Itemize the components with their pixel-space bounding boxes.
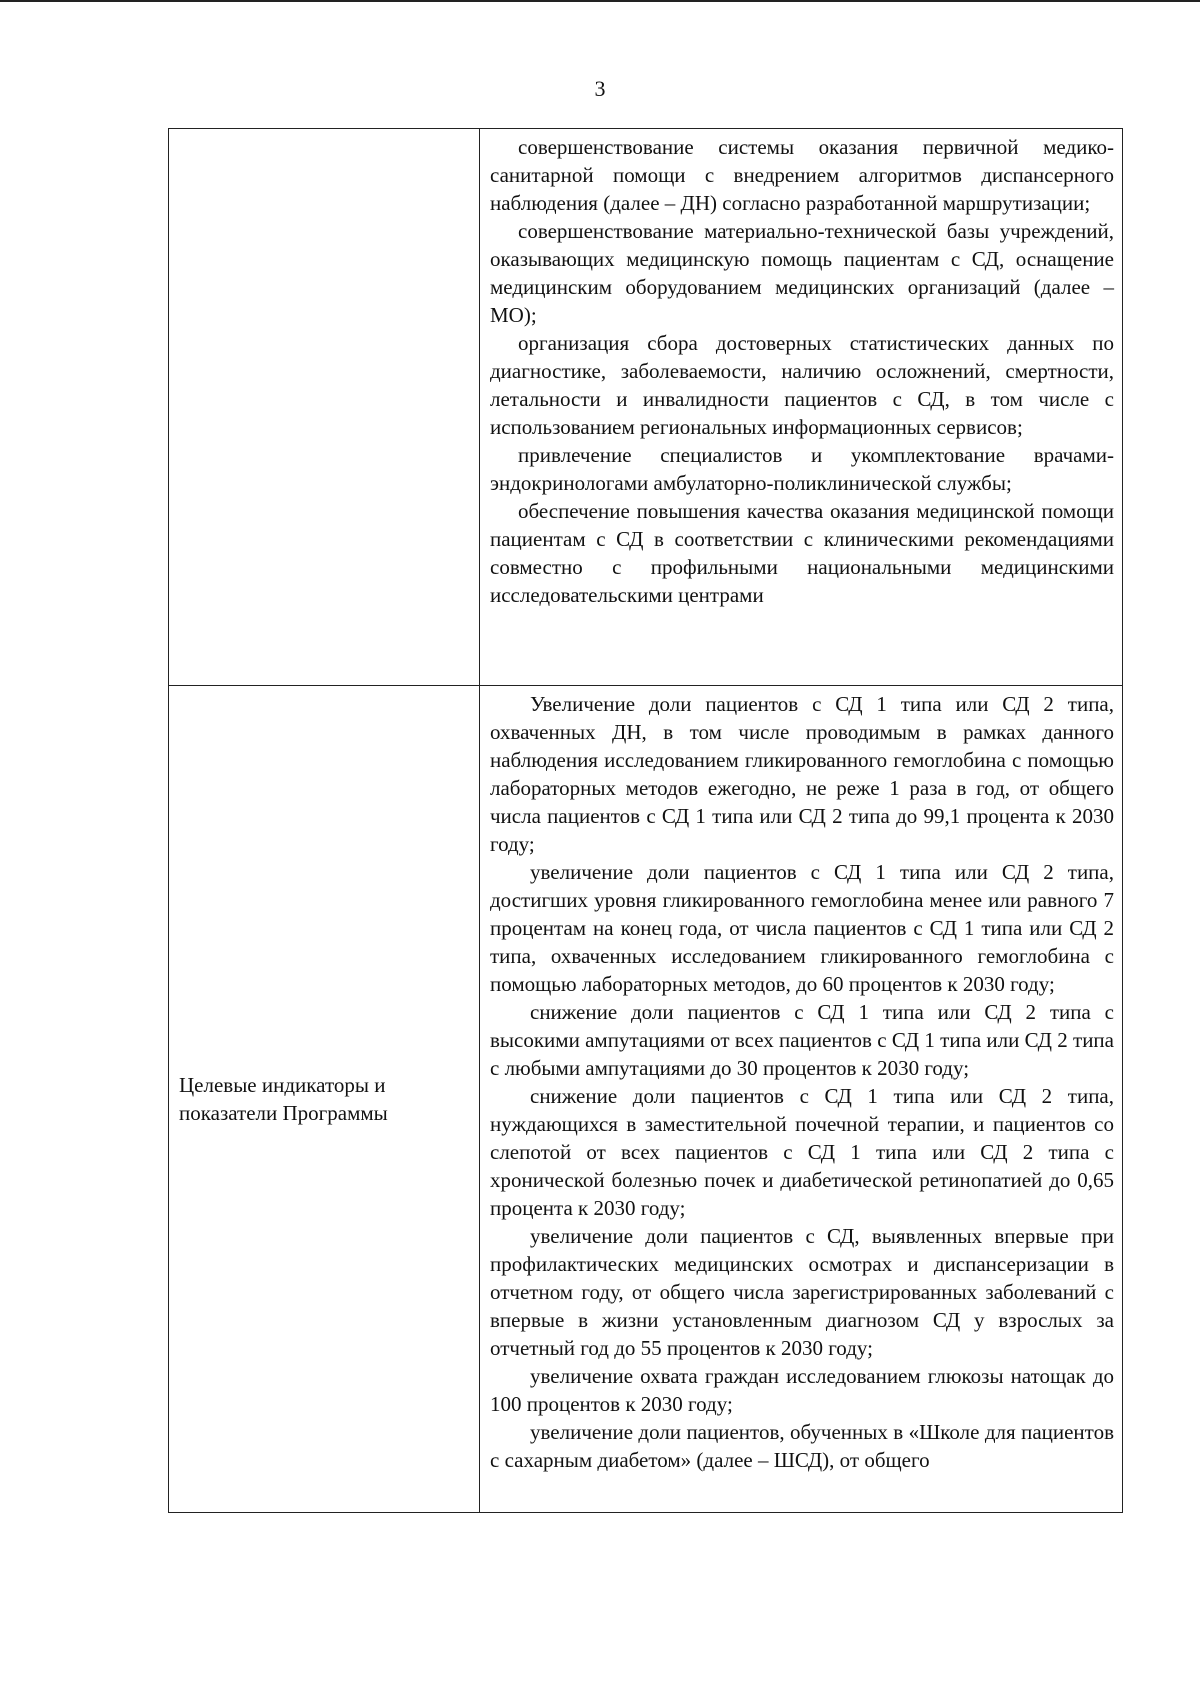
- content-paragraph: увеличение охвата граждан исследованием глюкозы натощак до 100 процентов к 2030 году;: [490, 1364, 1114, 1416]
- content-paragraph: совершенствование материально-технической базы учреждений, оказывающих медицинскую помощь пациентам с СД, оснащение медицинским оборудованием медицинских организаций (далее – МО);: [490, 219, 1114, 327]
- content-paragraph: увеличение доли пациентов с СД, выявленных впервые при профилактических медицинских осмотрах и диспансеризации в отчетном году, от общего числа зарегистрированных заболеваний с впервые в жизни установленным диагнозом СД у взрослых за отчетный год до 55 процентов к 2030 году;: [490, 1224, 1114, 1360]
- program-passport-table: [168, 128, 1123, 1513]
- row-label-line: Целевые индикаторы и: [179, 1073, 386, 1097]
- row-label-line: показатели Программы: [179, 1101, 388, 1125]
- content-paragraph: Увеличение доли пациентов с СД 1 типа или СД 2 типа, охваченных ДН, в том числе проводимым в рамках данного наблюдения исследованием гликированного гемоглобина с помощью лабораторных методов ежегодно, не реже 1 раза в год, от общего числа пациентов с СД 1 типа или СД 2 типа до 99,1 процента к 2030 году;: [490, 692, 1114, 856]
- row-content-cell: [480, 686, 1123, 1513]
- row-label-cell: [169, 129, 480, 686]
- content-paragraph: снижение доли пациентов с СД 1 типа или СД 2 типа с высокими ампутациями от всех пациентов с СД 1 типа или СД 2 типа с любыми ампутациями до 30 процентов к 2030 году;: [490, 1000, 1114, 1080]
- content-paragraph: увеличение доли пациентов, обученных в «Школе для пациентов с сахарным диабетом» (далее – ШСД), от общего: [490, 1420, 1114, 1472]
- table-row: [169, 686, 1123, 1513]
- page-number-text: 3: [594, 76, 606, 101]
- content-paragraph: увеличение доли пациентов с СД 1 типа или СД 2 типа, достигших уровня гликированного гемоглобина менее или равного 7 процентам на конец года, от числа пациентов с СД 1 типа или СД 2 типа, охваченных исследованием гликированного гемоглобина с помощью лабораторных методов, до 60 процентов к 2030 году;: [490, 860, 1114, 996]
- content-paragraph: обеспечение повышения качества оказания медицинской помощи пациентам с СД в соответствии с клиническими рекомендациями совместно с профильными национальными медицинскими исследовательскими центрами: [490, 499, 1114, 607]
- page-top-border: [0, 0, 1200, 2]
- content-paragraph: привлечение специалистов и укомплектование врачами-эндокринологами амбулаторно-поликлинической службы;: [490, 443, 1114, 495]
- content-paragraph: совершенствование системы оказания первичной медико-санитарной помощи с внедрением алгоритмов диспансерного наблюдения (далее – ДН) согласно разработанной маршрутизации;: [490, 135, 1114, 215]
- content-paragraph: организация сбора достоверных статистических данных по диагностике, заболеваемости, наличию осложнений, смертности, летальности и инвалидности пациентов с СД, в том числе с использованием региональных информационных сервисов;: [490, 331, 1114, 439]
- row-label-cell: [169, 686, 480, 1513]
- table-row: [169, 129, 1123, 686]
- content-paragraph: снижение доли пациентов с СД 1 типа или СД 2 типа, нуждающихся в заместительной почечной терапии, и пациентов со слепотой от всех пациентов с СД 1 типа или СД 2 типа с хронической болезнью почек и диабетической ретинопатией до 0,65 процента к 2030 году;: [490, 1084, 1114, 1220]
- row-content-cell: [480, 129, 1123, 686]
- page-number: [0, 76, 1200, 102]
